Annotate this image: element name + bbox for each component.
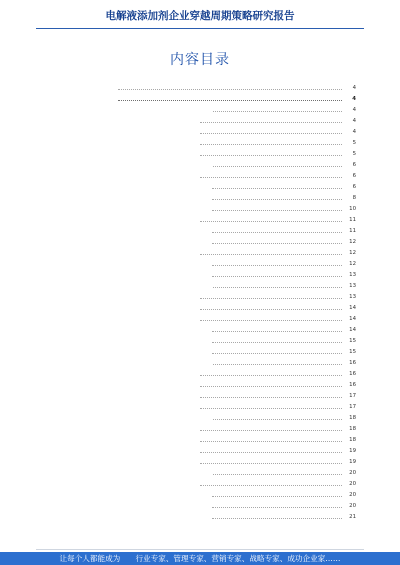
- toc-entry-title: [70, 349, 210, 356]
- toc-page-number: 4: [352, 107, 356, 113]
- toc-entry-title: [58, 294, 198, 301]
- toc-entry[interactable]: [36, 228, 356, 235]
- toc-dot-leader: [200, 375, 342, 376]
- toc-dot-leader: [212, 518, 342, 519]
- header-rule: [36, 28, 364, 29]
- toc-dot-leader: [213, 474, 342, 475]
- toc-entry-title: [58, 118, 198, 125]
- toc-entry-title: [58, 481, 198, 488]
- toc-entry-title: [46, 415, 211, 422]
- toc-entry-title: [58, 437, 198, 444]
- toc-page-number: 12: [349, 239, 356, 245]
- toc-page-number: 13: [349, 294, 356, 300]
- toc-entry[interactable]: [36, 107, 356, 114]
- toc-page-number: 20: [349, 481, 356, 487]
- toc-entry[interactable]: [36, 426, 356, 433]
- report-title: 电解液添加剂企业穿越周期策略研究报告: [105, 10, 295, 22]
- toc-page-number: 5: [352, 140, 356, 146]
- toc-dot-leader: [212, 265, 342, 266]
- toc-dot-leader: [213, 419, 342, 420]
- toc-heading: 内容目录: [170, 52, 230, 68]
- footer-slogan: 让每个人都能成为 行业专家、管理专家、营销专家、战略专家、成功企业家……: [59, 554, 341, 563]
- toc-dot-leader: [200, 122, 342, 123]
- toc-entry-title: [46, 107, 211, 114]
- toc-page-number: 18: [349, 437, 356, 443]
- toc-entry-title: [58, 371, 198, 378]
- bottom-rule: [36, 549, 364, 550]
- toc-page-number: 4: [352, 118, 356, 124]
- toc-entry[interactable]: [36, 140, 356, 147]
- toc-entry[interactable]: [36, 118, 356, 125]
- toc-dot-leader: [200, 320, 342, 321]
- toc-page-number: 8: [352, 195, 356, 201]
- toc-dot-leader: [200, 309, 342, 310]
- toc-page-number: 17: [349, 404, 356, 410]
- toc-entry[interactable]: [36, 283, 356, 290]
- toc-page-number: 11: [349, 228, 356, 234]
- toc-dot-leader: [200, 430, 342, 431]
- toc-entry-title: [58, 426, 198, 433]
- toc-dot-leader: [212, 331, 342, 332]
- toc-entry-title: [58, 459, 198, 466]
- toc-dot-leader: [212, 188, 342, 189]
- toc-page-number: 11: [349, 217, 356, 223]
- toc-page-number: 13: [349, 272, 356, 278]
- toc-entry[interactable]: [36, 514, 356, 521]
- toc-entry[interactable]: [36, 382, 356, 389]
- toc-entry[interactable]: [36, 184, 356, 191]
- toc-dot-leader: [200, 144, 342, 145]
- toc-entry-title: [58, 217, 198, 224]
- toc-dot-leader: [200, 133, 342, 134]
- toc-dot-leader: [212, 276, 342, 277]
- toc-page-number: 19: [349, 459, 356, 465]
- toc-entry[interactable]: [36, 294, 356, 301]
- toc-entry[interactable]: [36, 129, 356, 136]
- toc-dot-leader: [200, 254, 342, 255]
- toc-entry[interactable]: [36, 250, 356, 257]
- toc-entry-title: [70, 184, 210, 191]
- toc-entry[interactable]: [36, 206, 356, 213]
- toc-entry[interactable]: [36, 316, 356, 323]
- toc-entry[interactable]: [36, 162, 356, 169]
- toc-page-number: 13: [349, 283, 356, 289]
- toc-dot-leader: [212, 232, 342, 233]
- toc-entry-title: [58, 305, 198, 312]
- toc-entry[interactable]: [36, 305, 356, 312]
- toc-page-number: 6: [352, 162, 356, 168]
- toc-entry[interactable]: [36, 195, 356, 202]
- toc-entry-title: [58, 129, 198, 136]
- toc-dot-leader: [212, 496, 342, 497]
- toc-entry-title: [70, 327, 210, 334]
- toc-dot-leader: [212, 199, 342, 200]
- toc-page-number: 17: [349, 393, 356, 399]
- toc-dot-leader: [212, 342, 342, 343]
- toc-entry[interactable]: [36, 261, 356, 268]
- toc-entry[interactable]: [36, 393, 356, 400]
- toc-entry[interactable]: [36, 360, 356, 367]
- toc-page-number: 16: [349, 382, 356, 388]
- footer-banner: [0, 552, 400, 565]
- toc-page-number: 19: [349, 448, 356, 454]
- toc-page-number: 14: [349, 316, 356, 322]
- toc-dot-leader: [200, 177, 342, 178]
- toc-page-number: 12: [349, 261, 356, 267]
- toc-dot-leader: [200, 441, 342, 442]
- toc-entry[interactable]: [36, 349, 356, 356]
- toc-entry-title: [46, 470, 211, 477]
- toc-dot-leader: [200, 221, 342, 222]
- toc-entry[interactable]: [36, 338, 356, 345]
- toc-entry-title: [70, 228, 210, 235]
- toc-page-number: 12: [349, 250, 356, 256]
- toc-entry[interactable]: [36, 96, 356, 103]
- toc-entry[interactable]: [36, 371, 356, 378]
- toc-entry-title: [70, 195, 210, 202]
- toc-page-number: 14: [349, 327, 356, 333]
- toc-page-number: 20: [349, 492, 356, 498]
- toc-page-number: 18: [349, 415, 356, 421]
- toc-entry-title: [36, 96, 116, 103]
- toc-entry[interactable]: [36, 85, 356, 92]
- toc-entry[interactable]: [36, 492, 356, 499]
- toc-dot-leader: [213, 364, 342, 365]
- toc-entry[interactable]: [36, 437, 356, 444]
- toc-page-number: 20: [349, 470, 356, 476]
- toc-entry-title: [58, 173, 198, 180]
- toc-entry-title: [58, 393, 198, 400]
- toc-entry-title: [70, 492, 210, 499]
- toc-page-number: 4: [352, 96, 356, 102]
- toc-page-number: 5: [352, 151, 356, 157]
- toc-dot-leader: [200, 155, 342, 156]
- toc-dot-leader: [213, 166, 342, 167]
- toc-dot-leader: [212, 210, 342, 211]
- toc-dot-leader: [200, 397, 342, 398]
- toc-dot-leader: [118, 100, 342, 101]
- toc-entry[interactable]: [36, 415, 356, 422]
- toc-page-number: 4: [352, 85, 356, 91]
- toc-dot-leader: [200, 408, 342, 409]
- toc-entry-title: [58, 382, 198, 389]
- toc-entry-title: [58, 140, 198, 147]
- toc-entry-title: [70, 239, 210, 246]
- toc-entry[interactable]: [36, 448, 356, 455]
- toc-dot-leader: [200, 386, 342, 387]
- toc-page-number: 14: [349, 305, 356, 311]
- toc-entry[interactable]: [36, 327, 356, 334]
- toc-entry-title: [58, 316, 198, 323]
- toc-entry[interactable]: [36, 503, 356, 510]
- toc-page-number: 15: [349, 349, 356, 355]
- toc-entry-title: [70, 272, 210, 279]
- toc-entry-title: [58, 250, 198, 257]
- toc-entry-title: [46, 162, 211, 169]
- toc-entry[interactable]: [36, 217, 356, 224]
- toc-entry-title: [58, 404, 198, 411]
- toc-dot-leader: [118, 89, 342, 90]
- toc-entry-title: [70, 261, 210, 268]
- toc-dot-leader: [200, 463, 342, 464]
- toc-dot-leader: [212, 507, 342, 508]
- toc-page-number: 15: [349, 338, 356, 344]
- toc-page-number: 10: [349, 206, 356, 212]
- toc-entry-title: [58, 448, 198, 455]
- toc-entry[interactable]: [36, 173, 356, 180]
- toc-entry-title: [70, 338, 210, 345]
- toc-page-number: 6: [352, 184, 356, 190]
- toc-page-number: 6: [352, 173, 356, 179]
- toc-page-number: 16: [349, 371, 356, 377]
- toc-entry-title: [70, 206, 210, 213]
- toc-entry[interactable]: [36, 239, 356, 246]
- toc-entry[interactable]: [36, 272, 356, 279]
- toc-entry-title: [58, 151, 198, 158]
- toc-page-number: 18: [349, 426, 356, 432]
- toc-entry-title: [70, 503, 210, 510]
- toc-dot-leader: [212, 243, 342, 244]
- toc-dot-leader: [200, 452, 342, 453]
- toc-entry[interactable]: [36, 481, 356, 488]
- toc-entry-title: [46, 283, 211, 290]
- toc-page-number: 21: [349, 514, 356, 520]
- toc-entry-title: [46, 360, 211, 367]
- toc-dot-leader: [213, 111, 342, 112]
- toc-page-number: 20: [349, 503, 356, 509]
- toc-dot-leader: [213, 287, 342, 288]
- toc-entry[interactable]: [36, 151, 356, 158]
- toc-entry[interactable]: [36, 470, 356, 477]
- toc-page-number: 16: [349, 360, 356, 366]
- toc-dot-leader: [200, 485, 342, 486]
- toc-page-number: 4: [352, 129, 356, 135]
- toc-dot-leader: [212, 353, 342, 354]
- toc-dot-leader: [200, 298, 342, 299]
- toc-entry[interactable]: [36, 459, 356, 466]
- toc-entry[interactable]: [36, 404, 356, 411]
- toc-entry-title: [70, 514, 210, 521]
- toc-entry-title: [36, 85, 116, 92]
